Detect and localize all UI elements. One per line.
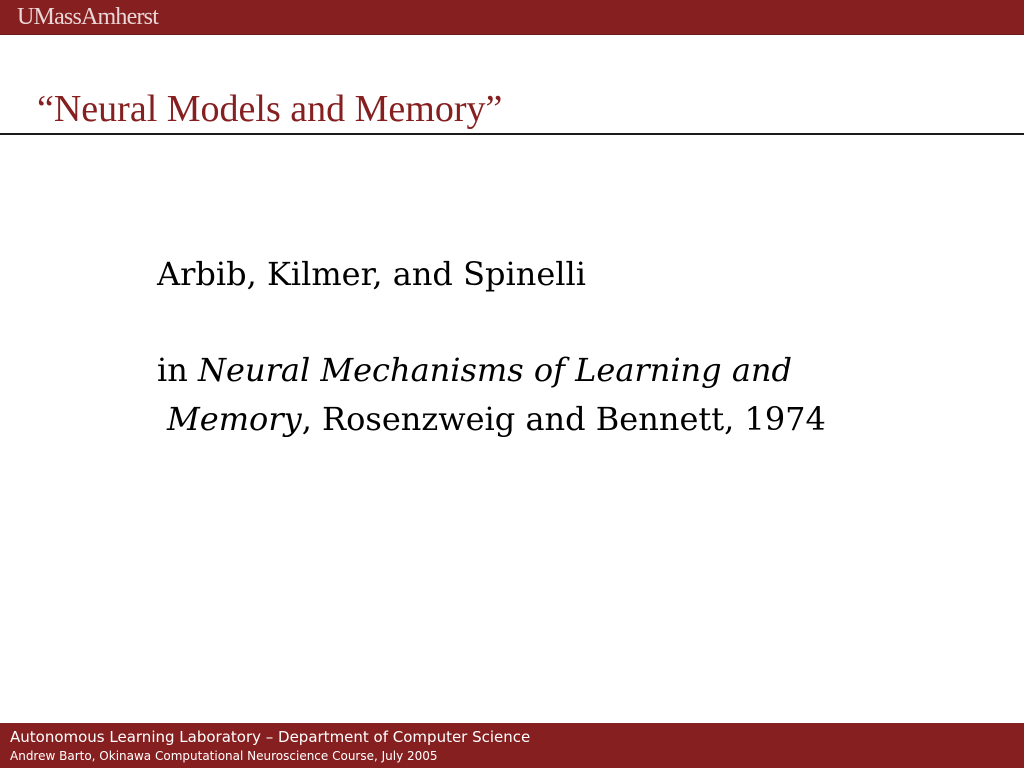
in-prefix: in xyxy=(157,351,199,389)
book-title-part2: Memory xyxy=(167,400,302,438)
footer-course-info: Andrew Barto, Okinawa Computational Neuroscience Course, July 2005 xyxy=(10,749,438,763)
footer-lab-name: Autonomous Learning Laboratory – Department of Computer Science xyxy=(10,728,531,746)
footer-bar xyxy=(0,723,1024,768)
title-divider xyxy=(0,133,1024,135)
logo-amherst-text: Amherst xyxy=(81,4,159,30)
citation-rest: , Rosenzweig and Bennett, 1974 xyxy=(301,400,826,438)
authors-line: Arbib, Kilmer, and Spinelli xyxy=(157,255,586,293)
logo-umass-text: UMass xyxy=(17,4,82,30)
citation-line-2 xyxy=(157,395,977,444)
slide-body xyxy=(157,250,977,444)
slide-title: “Neural Models and Memory” xyxy=(37,88,503,130)
umass-amherst-logo xyxy=(17,3,158,31)
book-title-part1: Neural Mechanisms of Learning and xyxy=(198,351,792,389)
header-bar xyxy=(0,0,1024,35)
paragraph-spacer xyxy=(157,299,977,346)
citation-line-1 xyxy=(157,346,977,395)
